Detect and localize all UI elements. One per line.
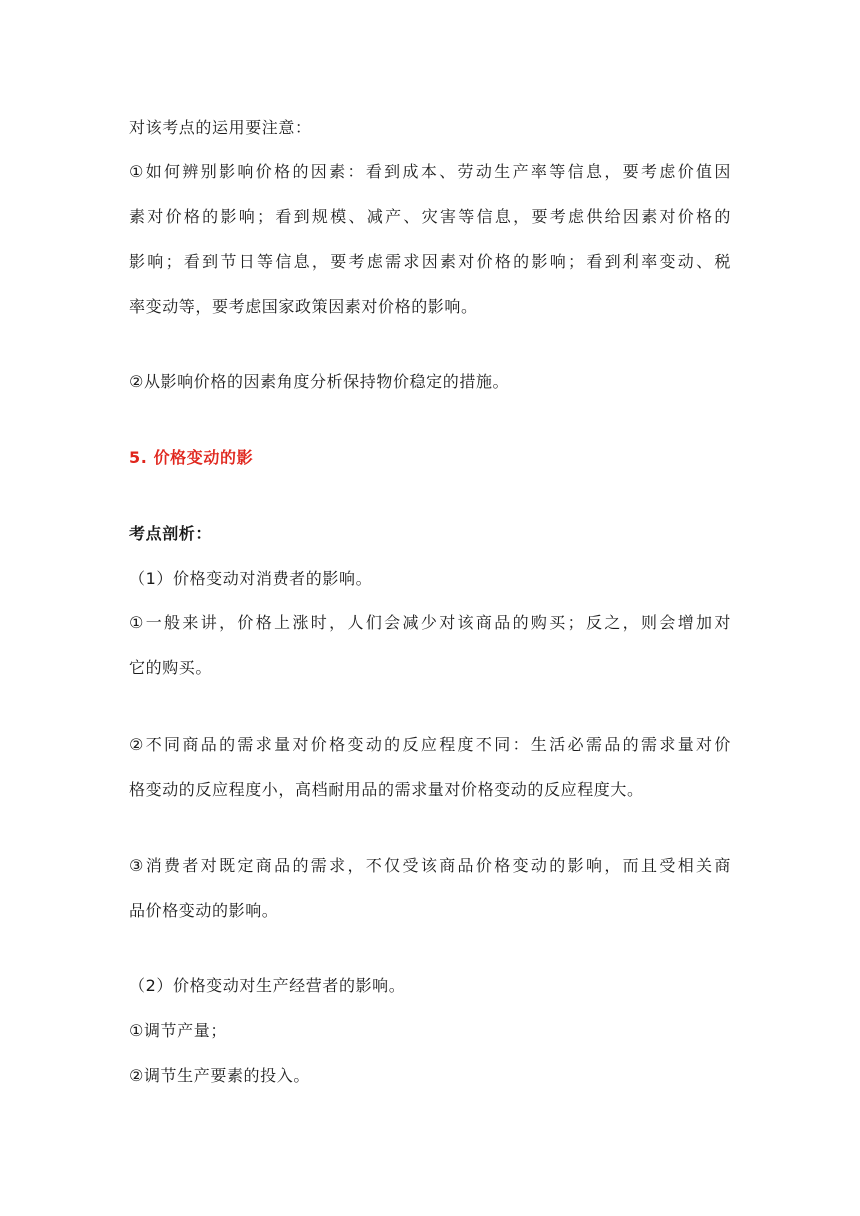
paragraph-1-line-2: 素对价格的影响；看到规模、减产、灾害等信息，要考虑供给因素对价格的 xyxy=(129,207,731,226)
section-5-heading: 5. 价格变动的影 xyxy=(129,448,254,467)
subsection-2-heading: （2）价格变动对生产经营者的影响。 xyxy=(129,976,406,995)
subsection-1-item-2-line-1: ②不同商品的需求量对价格变动的反应程度不同：生活必需品的需求量对价 xyxy=(129,735,731,754)
subsection-1-item-3-line-2: 品价格变动的影响。 xyxy=(129,901,279,920)
paragraph-1-line-4: 率变动等，要考虑国家政策因素对价格的影响。 xyxy=(129,297,478,316)
paragraph-1-line-3: 影响；看到节日等信息，要考虑需求因素对价格的影响；看到利率变动、税 xyxy=(129,252,731,271)
subsection-1-item-1-line-1: ①一般来讲，价格上涨时，人们会减少对该商品的购买；反之，则会增加对 xyxy=(129,613,731,632)
subsection-1-item-1-line-2: 它的购买。 xyxy=(129,658,213,677)
subsection-2-item-1: ①调节产量； xyxy=(129,1021,227,1040)
subsection-1-heading: （1）价格变动对消费者的影响。 xyxy=(129,569,373,588)
analysis-heading: 考点剖析： xyxy=(129,524,213,543)
intro-text: 对该考点的运用要注意： xyxy=(129,118,312,137)
document-page xyxy=(129,0,731,1216)
paragraph-1-line-1: ①如何辨别影响价格的因素：看到成本、劳动生产率等信息，要考虑价值因 xyxy=(129,162,731,181)
subsection-1-item-2-line-2: 格变动的反应程度小，高档耐用品的需求量对价格变动的反应程度大。 xyxy=(129,780,644,799)
paragraph-2: ②从影响价格的因素角度分析保持物价稳定的措施。 xyxy=(129,372,510,391)
subsection-2-item-2: ②调节生产要素的投入。 xyxy=(129,1066,310,1085)
subsection-1-item-3-line-1: ③消费者对既定商品的需求，不仅受该商品价格变动的影响，而且受相关商 xyxy=(129,856,731,875)
